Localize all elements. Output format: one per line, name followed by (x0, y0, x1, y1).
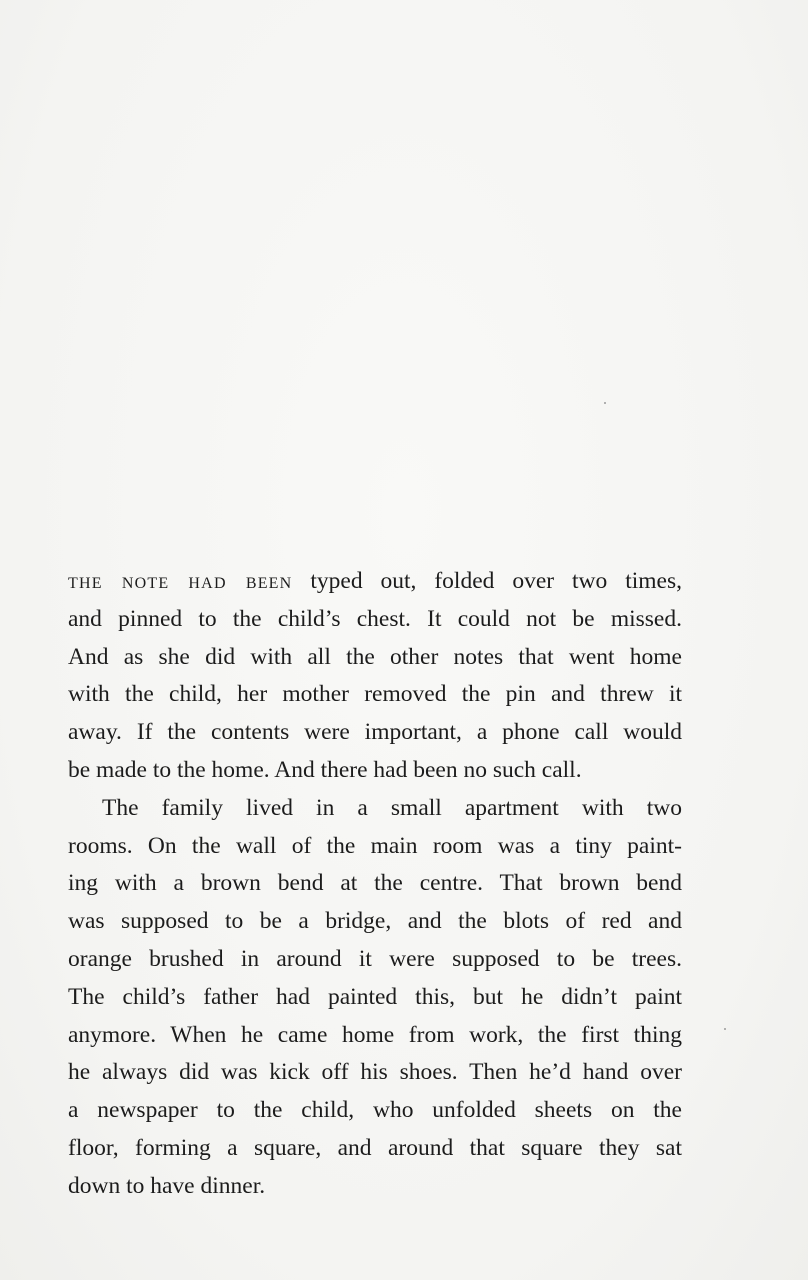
text-line: rooms. On the wall of the main room was a tiny paint- (68, 832, 682, 859)
lead-in-smallcaps: the note had been (68, 568, 293, 594)
text-line: orange brushed in around it were supposed to be trees. (68, 945, 682, 972)
text-line: was supposed to be a bridge, and the blots of red and (68, 908, 682, 935)
body-text (68, 563, 682, 1206)
text-line: be made to the home. And there had been no such call. (68, 756, 582, 783)
text-line: with the child, her mother removed the pin and threw it (68, 681, 682, 708)
text-line: And as she did with all the other notes that went home (68, 643, 682, 670)
text-line: a newspaper to the child, who unfolded sheets on the (68, 1097, 682, 1124)
text-line: floor, forming a square, and around that square they sat (68, 1134, 682, 1161)
paragraph-1 (68, 563, 682, 790)
text-line: the note had been typed out, folded over two times, (68, 568, 682, 594)
text-line: down to have dinner. (68, 1172, 266, 1199)
text-line: The child’s father had painted this, but he didn’t paint (68, 983, 682, 1010)
paper-speck (724, 1028, 726, 1030)
text-line: anymore. When he came home from work, the first thing (68, 1021, 682, 1048)
text-line: he always did was kick off his shoes. Then he’d hand over (68, 1059, 682, 1086)
paragraph-2 (68, 790, 682, 1206)
text-line: and pinned to the child’s chest. It could not be missed. (68, 605, 682, 632)
paper-speck (604, 402, 606, 404)
text-line: The family lived in a small apartment with two (102, 794, 682, 821)
text-line: ing with a brown bend at the centre. That brown bend (68, 870, 682, 897)
text-line: away. If the contents were important, a phone call would (68, 719, 682, 746)
